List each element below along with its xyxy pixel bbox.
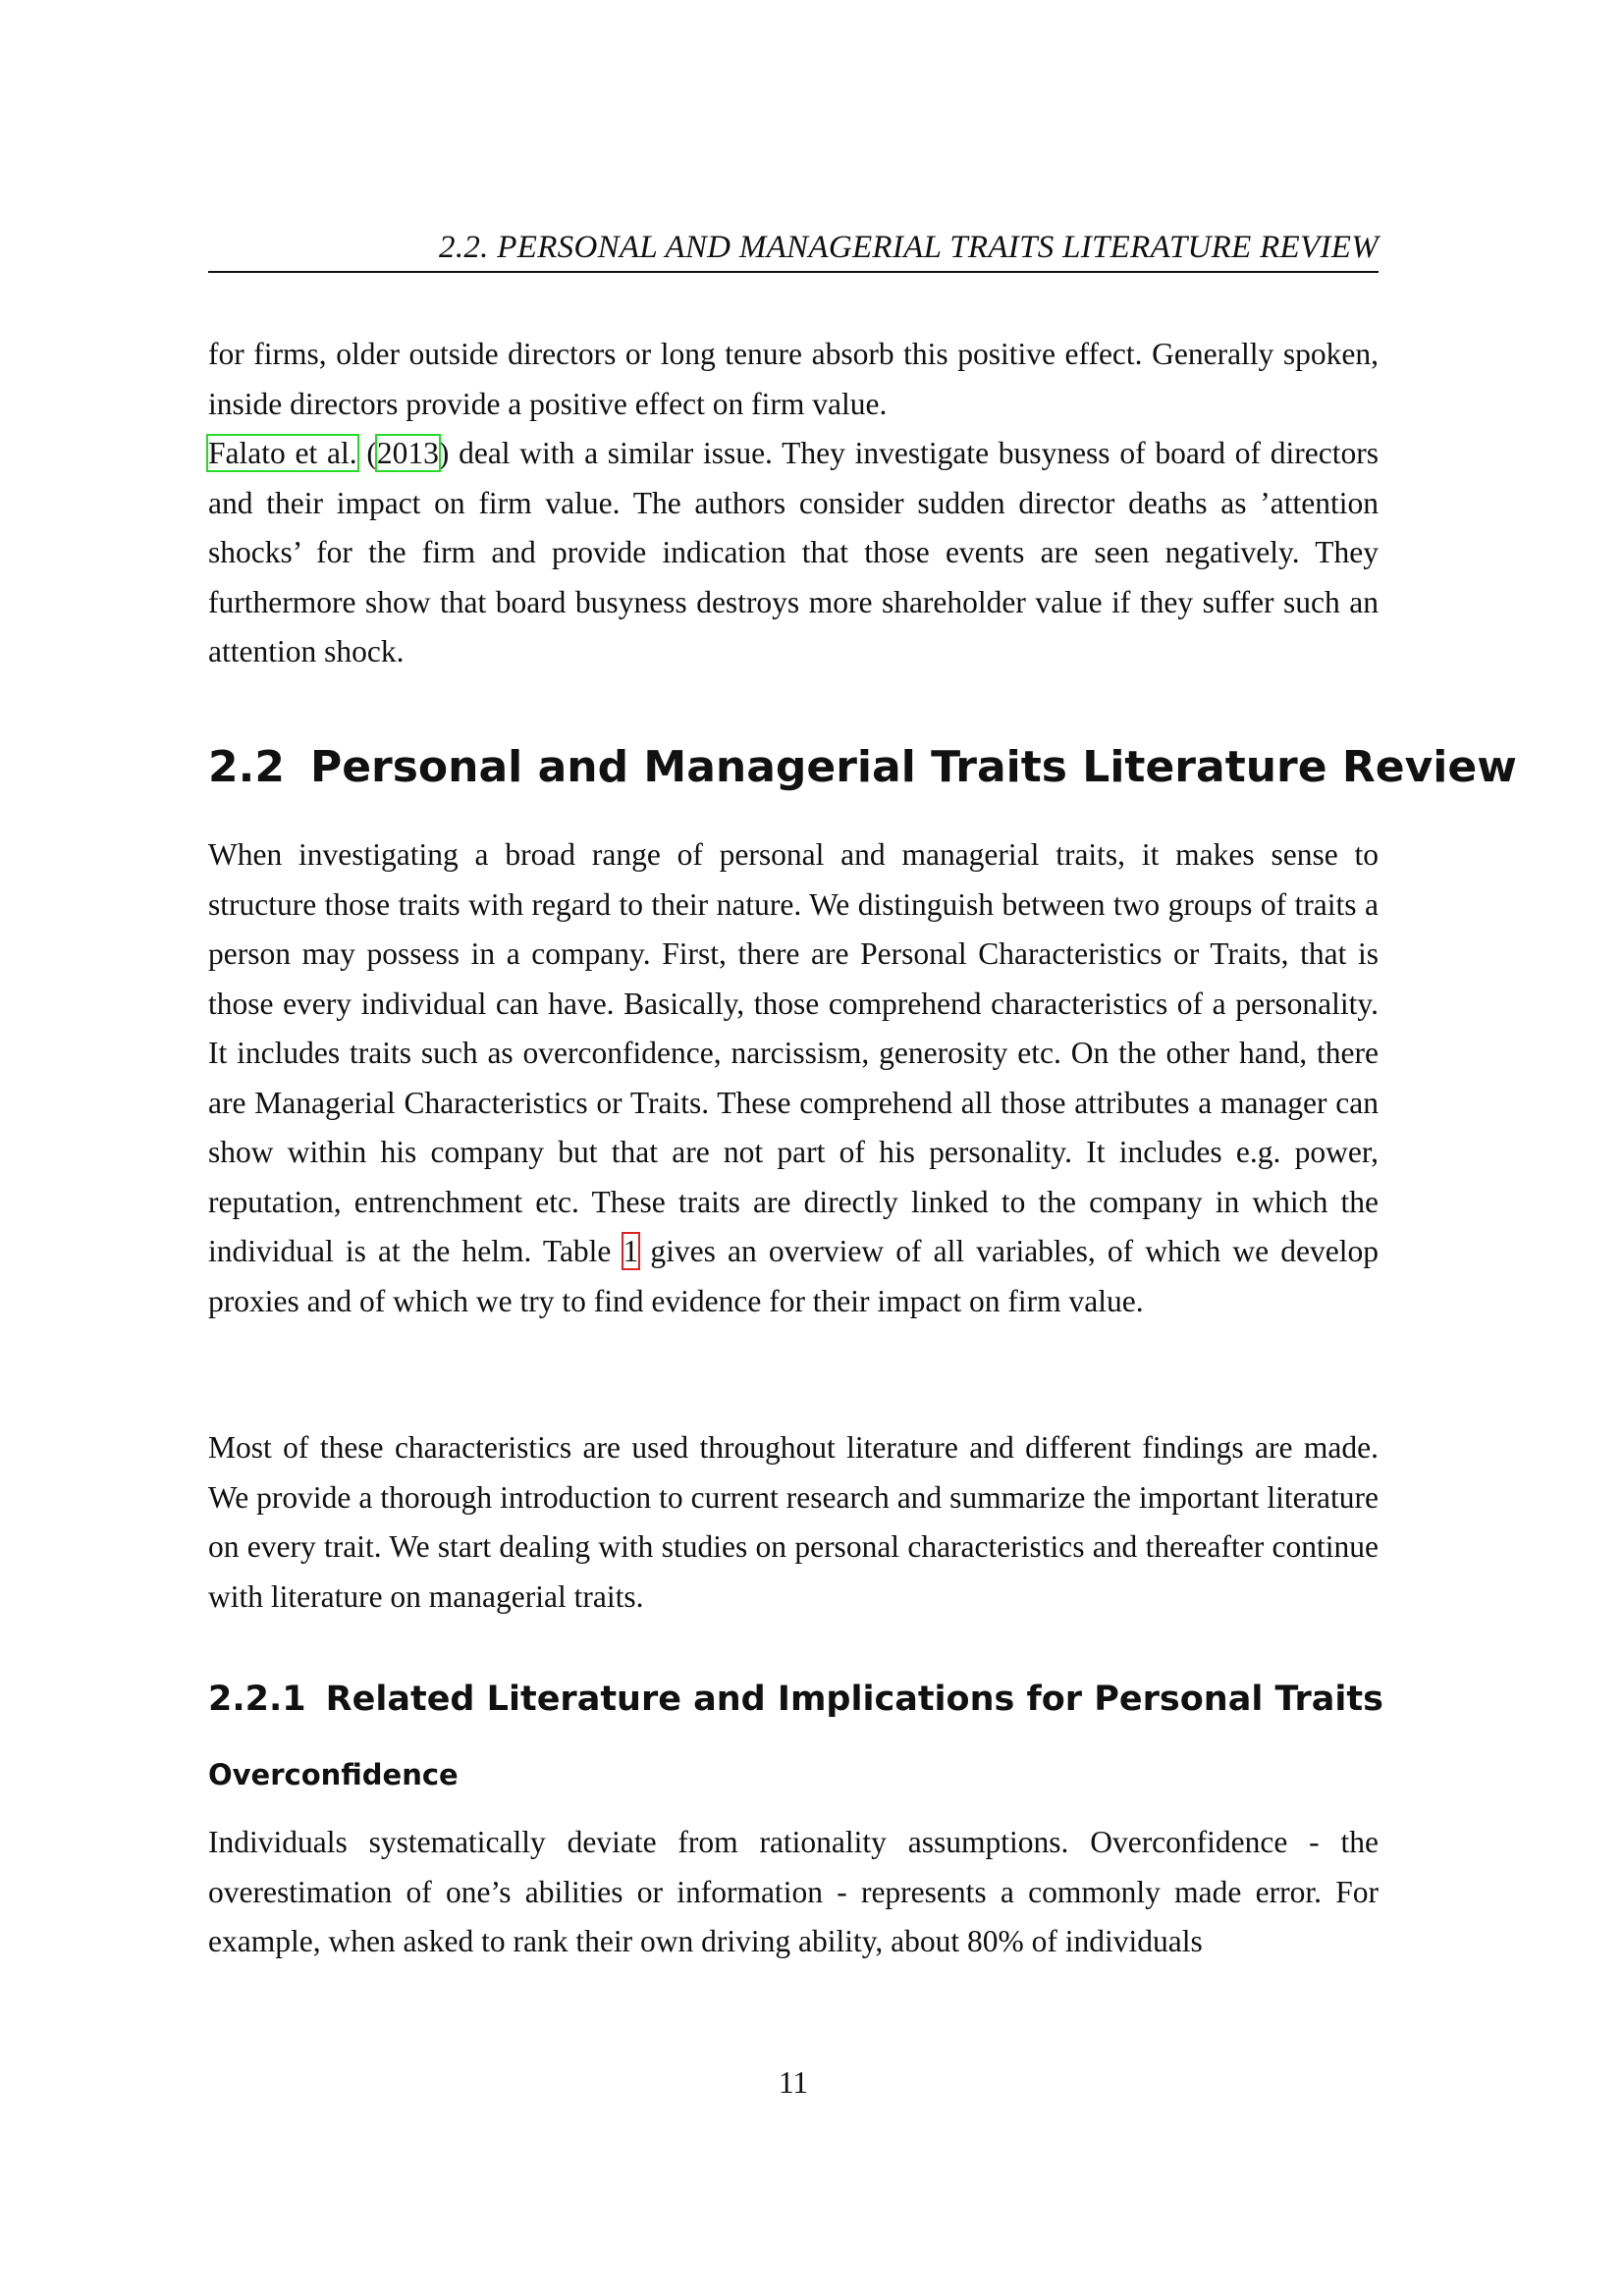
body-paragraph [208,330,1379,677]
citation-paren-open: ( [356,436,377,470]
subsection-heading [208,1675,1383,1724]
paragraph-text: for firms, older outside directors or long tenure absorb this positive effect. Generally spoken, inside directors provide a positive effect on firm value. [208,337,1379,421]
citation-year-link[interactable]: 2013 [376,436,439,470]
body-paragraph [208,830,1379,1326]
section-heading [208,738,1517,797]
running-header [208,224,1379,273]
body-paragraph: Most of these characteristics are used throughout literature and different findings are made. We provide a thorough introduction to current research and summarize the important literature on every trait. We start dealing with studies on personal characteristics and thereafter continue with literature on managerial traits. [208,1430,1379,1614]
paragraph-heading-overconfidence: Overconfidence [208,1758,459,1791]
section-number: 2.2 [208,742,285,792]
section-title: Personal and Managerial Traits Literature Review [309,742,1517,792]
table-reference-link[interactable]: 1 [623,1234,639,1268]
paragraph-board-directors [208,330,1379,677]
body-paragraph: Individuals systematically deviate from rationality assumptions. Overconfidence - the overestimation of one’s abilities or information - represents a commonly made error. For example, when asked to rank their own driving ability, about 80% of individuals [208,1825,1379,1958]
paragraph-traits-structure [208,830,1379,1326]
paragraph-literature-overview [208,1423,1379,1622]
page-number: 11 [778,2065,809,2100]
subsection-title: Related Literature and Implications for Personal Traits [325,1680,1383,1719]
citation-link-falato[interactable]: Falato et al. [208,436,357,470]
paragraph-text: When investigating a broad range of personal and managerial traits, it makes sense to structure those traits with regard to their nature. We distinguish between two groups of traits a person may possess in a company. First, there are Personal Characteristics or Traits, that is those every individual can have. Basically, those comprehend characteristics of a personality. It includes traits such as overconfidence, narcissism, generosity etc. On the other hand, there are Managerial Characteristics or Traits. These comprehend all those attributes a manager can show within his company but that are not part of his personality. It includes e.g. power, reputation, entrenchment etc. These traits are directly linked to the company in which the individual is at the helm. Table [208,837,1379,1268]
paragraph-text: ) deal with a similar issue. They investigate busyness of board of directors and their impact on firm value. The authors consider sudden director deaths as ’attention shocks’ for the firm and provide indication that those events are seen negatively. They furthermore show that board busyness destroys more shareholder value if they suffer such an attention shock. [208,436,1379,668]
running-header-title: 2.2. PERSONAL AND MANAGERIAL TRAITS LITERATURE REVIEW [439,230,1379,265]
paragraph-text: gives an overview of all variables, of which we develop proxies and of which we try to find evidence for their impact on firm value. [208,1234,1379,1318]
subsection-number: 2.2.1 [208,1680,306,1719]
paragraph-overconfidence [208,1818,1379,1967]
